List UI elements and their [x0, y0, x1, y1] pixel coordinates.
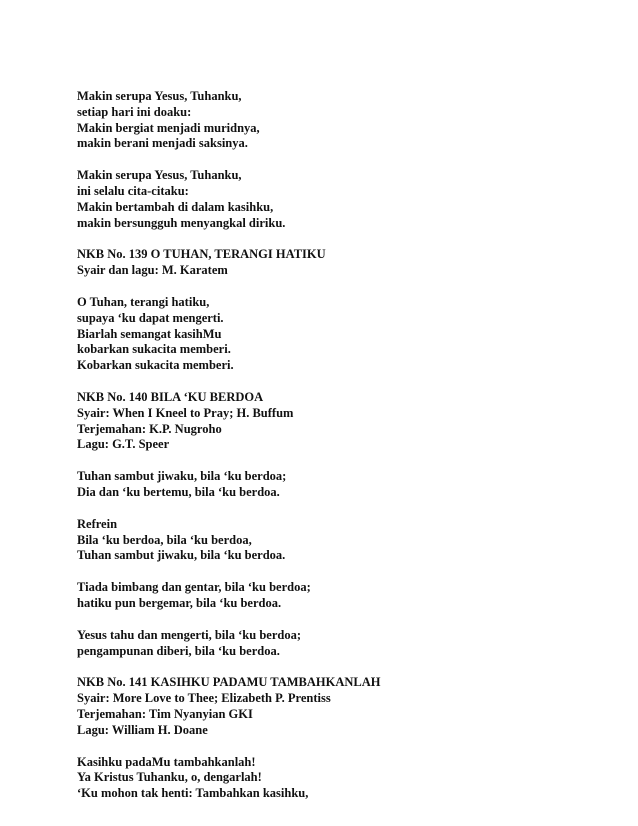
- stanza-block-139: [77, 295, 597, 374]
- stanza-block-2: [77, 168, 597, 231]
- text-line: Makin serupa Yesus, Tuhanku,: [77, 168, 242, 183]
- text-line: pengampunan diberi, bila ‘ku berdoa.: [77, 643, 280, 658]
- text-line: Makin bergiat menjadi muridnya,: [77, 120, 260, 135]
- text-line: Biarlah semangat kasihMu: [77, 326, 222, 341]
- text-line: Dia dan ‘ku bertemu, bila ‘ku berdoa.: [77, 484, 280, 499]
- text-line: Ya Kristus Tuhanku, o, dengarlah!: [77, 770, 262, 785]
- stanza-block-140-3: [77, 628, 597, 660]
- text-line: Tuhan sambut jiwaku, bila ‘ku berdoa.: [77, 548, 286, 563]
- text-line: setiap hari ini doaku:: [77, 104, 192, 119]
- stanza-block-140-2: [77, 580, 597, 612]
- stanza-block-140-1: [77, 469, 597, 501]
- text-line: makin bersungguh menyangkal diriku.: [77, 215, 286, 230]
- hymn-heading-140: [77, 390, 597, 453]
- hymn-title: NKB No. 139 O TUHAN, TERANGI HATIKU: [77, 247, 326, 262]
- hymn-credit: Syair: When I Kneel to Pray; H. Buffum: [77, 405, 294, 420]
- text-line: kobarkan sukacita memberi.: [77, 342, 231, 357]
- text-line: Kasihku padaMu tambahkanlah!: [77, 754, 256, 769]
- hymn-credit: Syair: More Love to Thee; Elizabeth P. Prentiss: [77, 691, 331, 706]
- text-line: Makin serupa Yesus, Tuhanku,: [77, 89, 242, 103]
- text-line: ‘Ku mohon tak henti: Tambahkan kasihku,: [77, 786, 309, 801]
- hymn-credit: Lagu: G.T. Speer: [77, 437, 170, 452]
- text-line: Tuhan sambut jiwaku, bila ‘ku berdoa;: [77, 469, 287, 484]
- stanza-block-141: [77, 755, 597, 802]
- stanza-block-1: [77, 89, 597, 152]
- text-line: Yesus tahu dan mengerti, bila ‘ku berdoa;: [77, 627, 301, 642]
- text-line: ini selalu cita-citaku:: [77, 183, 189, 198]
- text-line: supaya ‘ku dapat mengerti.: [77, 310, 224, 325]
- hymn-credit: Syair dan lagu: M. Karatem: [77, 263, 228, 278]
- hymn-title: NKB No. 141 KASIHKU PADAMU TAMBAHKANLAH: [77, 675, 381, 690]
- text-line: Kobarkan sukacita memberi.: [77, 358, 234, 373]
- refrain-block: [77, 517, 597, 564]
- hymn-heading-139: [77, 247, 597, 279]
- document-page: [77, 89, 597, 818]
- hymn-credit: Terjemahan: Tim Nyanyian GKI: [77, 706, 253, 721]
- text-line: hatiku pun bergemar, bila ‘ku berdoa.: [77, 595, 282, 610]
- hymn-credit: Lagu: William H. Doane: [77, 722, 208, 737]
- text-line: Bila ‘ku berdoa, bila ‘ku berdoa,: [77, 532, 252, 547]
- text-line: makin berani menjadi saksinya.: [77, 136, 248, 151]
- text-line: O Tuhan, terangi hatiku,: [77, 294, 210, 309]
- hymn-credit: Terjemahan: K.P. Nugroho: [77, 421, 222, 436]
- hymn-heading-141: [77, 675, 597, 738]
- text-line: Tiada bimbang dan gentar, bila ‘ku berdoa;: [77, 580, 311, 595]
- hymn-title: NKB No. 140 BILA ‘KU BERDOA: [77, 389, 264, 404]
- text-line: Makin bertambah di dalam kasihku,: [77, 199, 274, 214]
- refrain-label: Refrein: [77, 516, 118, 531]
